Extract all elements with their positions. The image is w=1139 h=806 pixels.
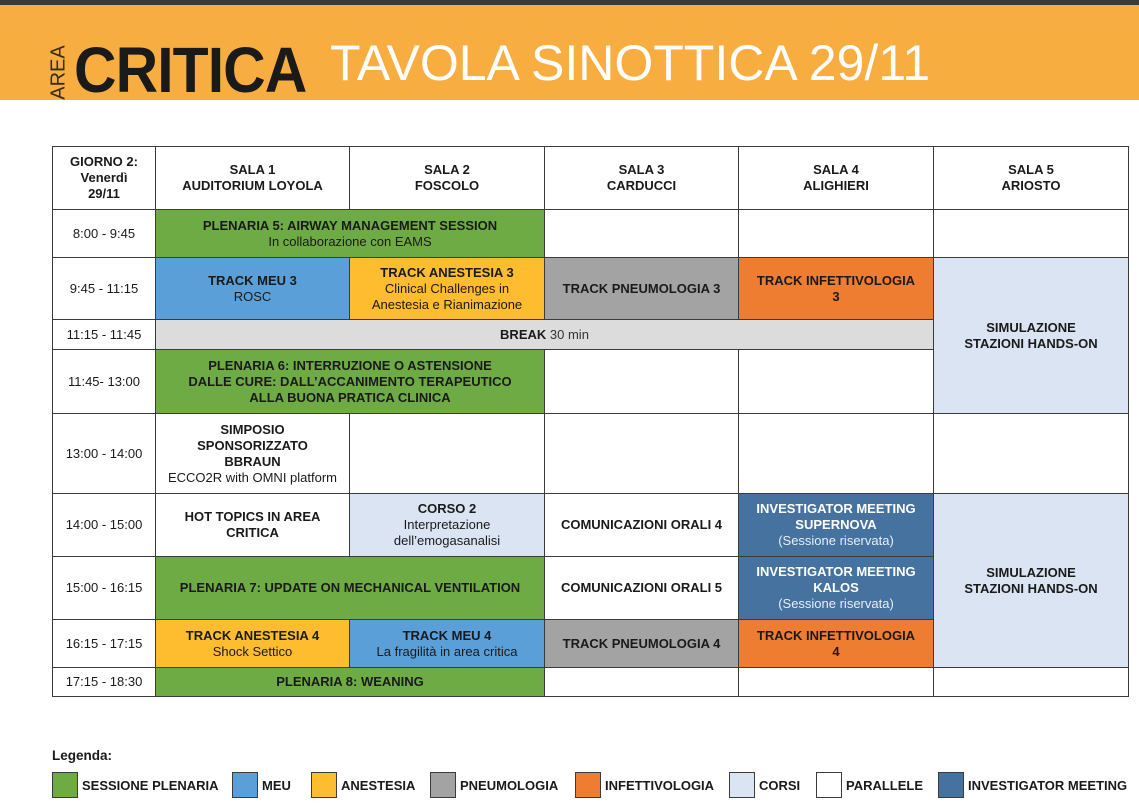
room-header-sala4: SALA 4 ALIGHIERI xyxy=(739,147,934,210)
session-comunicazioni-orali-5[interactable]: COMUNICAZIONI ORALI 5 xyxy=(545,557,739,620)
session-comunicazioni-orali-4[interactable]: COMUNICAZIONI ORALI 4 xyxy=(545,494,739,557)
session-track-meu-3[interactable]: TRACK MEU 3 ROSC xyxy=(156,258,350,320)
session-investigator-supernova[interactable]: INVESTIGATOR MEETING SUPERNOVA (Sessione riservata) xyxy=(739,494,934,557)
session-track-infettivologia-4[interactable]: TRACK INFETTIVOLOGIA 4 xyxy=(739,620,934,668)
time-slot: 17:15 - 18:30 xyxy=(53,668,156,697)
empty-cell xyxy=(739,414,934,494)
time-slot: 14:00 - 15:00 xyxy=(53,494,156,557)
empty-cell xyxy=(545,210,739,258)
time-slot: 9:45 - 11:15 xyxy=(53,258,156,320)
session-track-infettivologia-3[interactable]: TRACK INFETTIVOLOGIA 3 xyxy=(739,258,934,320)
time-slot: 15:00 - 16:15 xyxy=(53,557,156,620)
session-hot-topics[interactable]: HOT TOPICS IN AREA CRITICA xyxy=(156,494,350,557)
time-slot: 8:00 - 9:45 xyxy=(53,210,156,258)
legend-swatch xyxy=(52,772,78,798)
empty-cell xyxy=(545,350,739,414)
table-row xyxy=(53,414,1129,494)
legend-swatch xyxy=(938,772,964,798)
session-investigator-kalos[interactable]: INVESTIGATOR MEETING KALOS (Sessione riservata) xyxy=(739,557,934,620)
session-plenaria-8[interactable]: PLENARIA 8: WEANING xyxy=(156,668,545,697)
legend-swatch xyxy=(729,772,755,798)
session-simulazione-1[interactable]: SIMULAZIONE STAZIONI HANDS-ON xyxy=(934,258,1129,414)
logo-area-label: AREA xyxy=(47,45,70,100)
session-track-anestesia-3[interactable]: TRACK ANESTESIA 3 Clinical Challenges in Anestesia e Rianimazione xyxy=(350,258,545,320)
empty-cell xyxy=(739,350,934,414)
empty-cell xyxy=(350,414,545,494)
session-track-pneumologia-3[interactable]: TRACK PNEUMOLOGIA 3 xyxy=(545,258,739,320)
room-header-sala1: SALA 1 AUDITORIUM LOYOLA xyxy=(156,147,350,210)
session-plenaria-6[interactable]: PLENARIA 6: INTERRUZIONE O ASTENSIONE DALLE CURE: DALL’ACCANIMENTO TERAPEUTICO ALLA BUONA PRATICA CLINICA xyxy=(156,350,545,414)
table-row xyxy=(53,494,1129,557)
page-title: TAVOLA SINOTTICA 29/11 xyxy=(330,35,931,91)
session-track-anestesia-4[interactable]: TRACK ANESTESIA 4 Shock Settico xyxy=(156,620,350,668)
room-header-sala3: SALA 3 CARDUCCI xyxy=(545,147,739,210)
session-track-pneumologia-4[interactable]: TRACK PNEUMOLOGIA 4 xyxy=(545,620,739,668)
time-slot: 16:15 - 17:15 xyxy=(53,620,156,668)
room-header-sala5: SALA 5 ARIOSTO xyxy=(934,147,1129,210)
room-header-sala2: SALA 2 FOSCOLO xyxy=(350,147,545,210)
session-track-meu-4[interactable]: TRACK MEU 4 La fragilità in area critica xyxy=(350,620,545,668)
empty-cell xyxy=(934,210,1129,258)
empty-cell xyxy=(739,210,934,258)
session-simposio-bbraun[interactable]: SIMPOSIO SPONSORIZZATO BBRAUN ECCO2R with OMNI platform xyxy=(156,414,350,494)
legend-swatch xyxy=(575,772,601,798)
legend-title: Legenda: xyxy=(52,748,113,763)
legend-swatch xyxy=(816,772,842,798)
logo-critica: CRITICA xyxy=(74,34,307,106)
empty-cell xyxy=(545,668,739,697)
schedule-table xyxy=(52,146,1129,697)
legend-swatch xyxy=(232,772,258,798)
legend-swatch xyxy=(430,772,456,798)
header-row xyxy=(53,147,1129,210)
legend-swatch xyxy=(311,772,337,798)
session-plenaria-7[interactable]: PLENARIA 7: UPDATE ON MECHANICAL VENTILATION xyxy=(156,557,545,620)
table-row xyxy=(53,258,1129,320)
legend: SESSIONE PLENARIA MEU ANESTESIA PNEUMOLOGIA INFETTIVOLOGIA CORSI PARALLELE INVESTIGATOR MEETING xyxy=(52,772,1139,798)
empty-cell xyxy=(934,668,1129,697)
session-simulazione-2[interactable]: SIMULAZIONE STAZIONI HANDS-ON xyxy=(934,494,1129,668)
table-row xyxy=(53,668,1129,697)
break-bar: BREAK 30 min xyxy=(156,320,934,350)
header-banner xyxy=(0,5,1139,106)
session-plenaria-5[interactable]: PLENARIA 5: AIRWAY MANAGEMENT SESSION In collaborazione con EAMS xyxy=(156,210,545,258)
time-slot: 13:00 - 14:00 xyxy=(53,414,156,494)
empty-cell xyxy=(739,668,934,697)
time-slot: 11:15 - 11:45 xyxy=(53,320,156,350)
empty-cell xyxy=(545,414,739,494)
table-row xyxy=(53,210,1129,258)
session-corso-2[interactable]: CORSO 2 Interpretazione dell’emogasanalisi xyxy=(350,494,545,557)
time-slot: 11:45- 13:00 xyxy=(53,350,156,414)
day-header: GIORNO 2: Venerdì 29/11 xyxy=(53,147,156,210)
empty-cell xyxy=(934,414,1129,494)
